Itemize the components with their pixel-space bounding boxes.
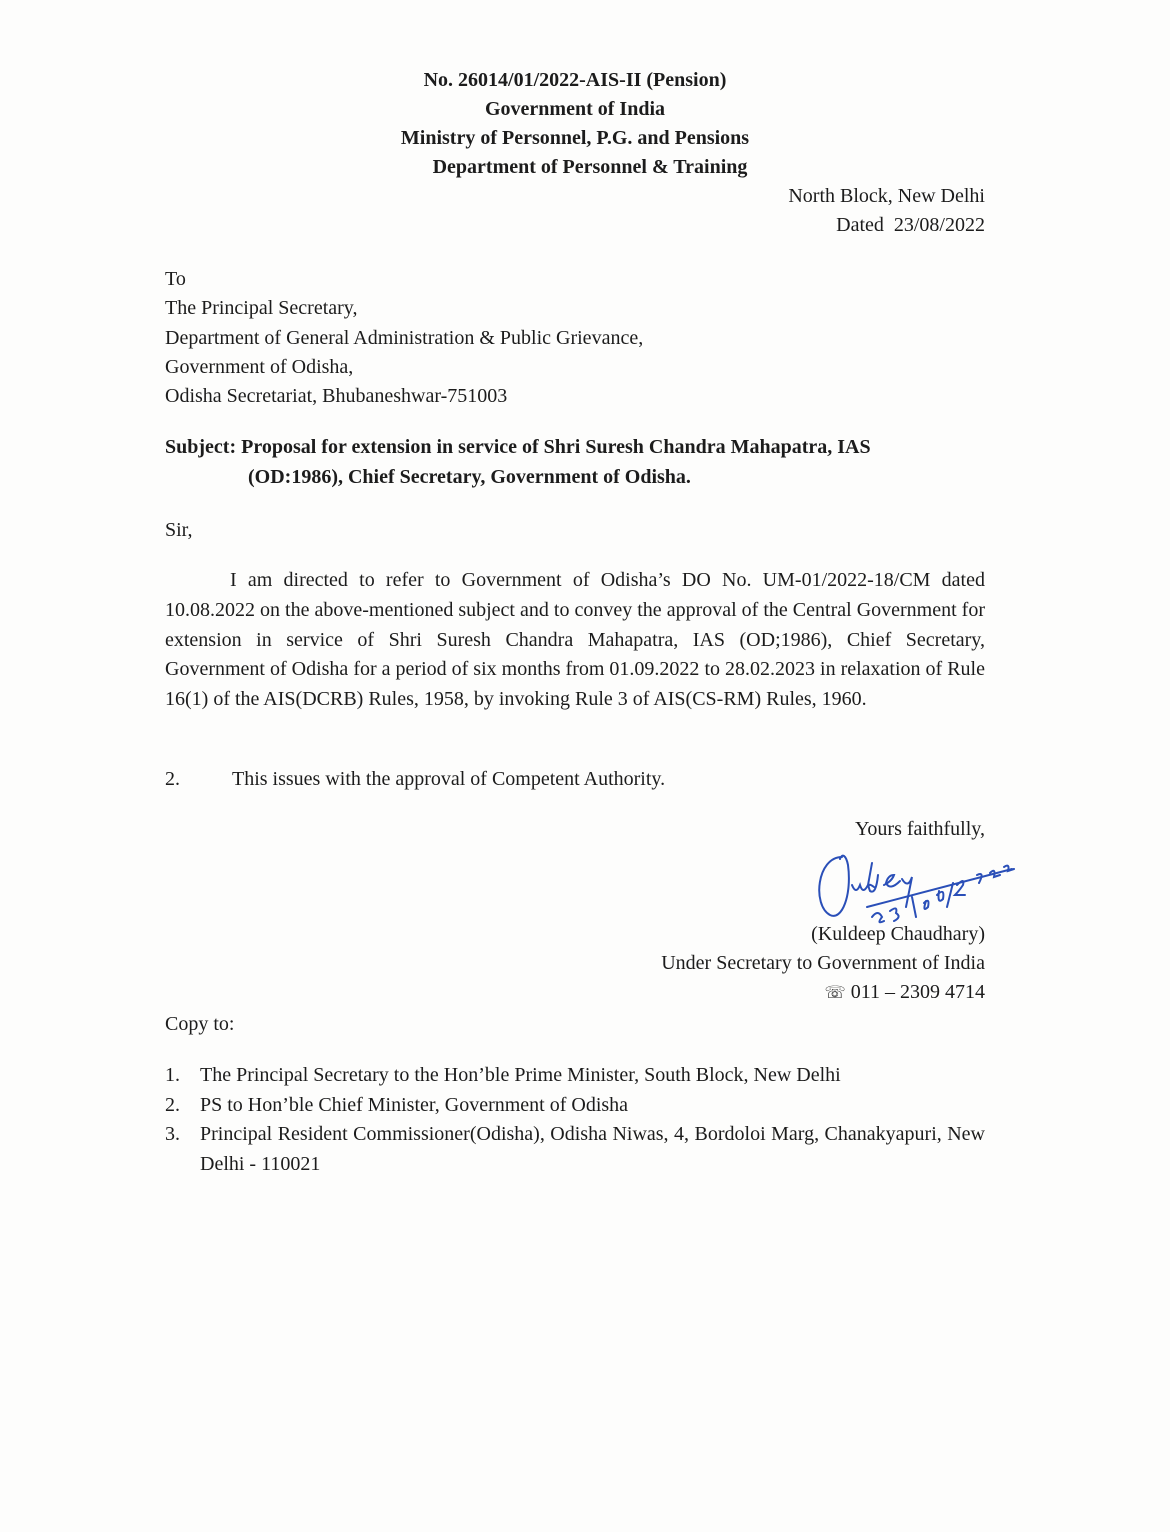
date: Dated 23/08/2022 (836, 214, 985, 236)
salutation: Sir, (165, 519, 193, 541)
file-number: No. 26014/01/2022-AIS-II (Pension) (423, 69, 727, 91)
item-number: 2. (165, 1093, 180, 1116)
address-line: Department of General Administration & Public Grievance, (165, 327, 644, 349)
item-text: Principal Resident Commissioner(Odisha), Odisha Niwas, 4, Bordoloi Marg, Chanakyapuri, New Delhi - 110021 (200, 1123, 985, 1175)
subject-line: Subject: Proposal for extension in service of Shri Suresh Chandra Mahapatra, IAS (165, 436, 871, 458)
copy-list (165, 1061, 985, 1179)
ministry-name: Ministry of Personnel, P.G. and Pensions (400, 127, 750, 149)
address-line: Government of Odisha, (165, 356, 354, 378)
body-paragraph: I am directed to refer to Government of Odisha’s DO No. UM-01/2022-18/CM dated 10.08.2022 on the above-mentioned subject and to convey the approval of the Central Government for extension in service of Shri Suresh Chandra Mahapatra, IAS (OD;1986), Chief Secretary, Government of Odisha for a period of six months from 01.09.2022 to 28.02.2023 in relaxation of Rule 16(1) of the AIS(DCRB) Rules, 1958, by invoking Rule 3 of AIS(CS-RM) Rules, 1960. (165, 569, 985, 711)
signatory-name: (Kuldeep Chaudhary) (811, 923, 985, 945)
place: North Block, New Delhi (788, 185, 985, 207)
copy-item (165, 1061, 985, 1091)
copy-item (165, 1091, 985, 1121)
body-paragraph: This issues with the approval of Competent Authority. (232, 768, 666, 790)
address-line: Odisha Secretariat, Bhubaneshwar-751003 (165, 385, 508, 407)
phone-number: 011 – 2309 4714 (850, 981, 985, 1003)
signature (812, 845, 1032, 925)
department-name: Department of Personnel & Training (432, 156, 748, 178)
copy-to-label: Copy to: (165, 1013, 235, 1035)
item-number: 3. (165, 1123, 180, 1145)
copy-item (165, 1120, 985, 1179)
phone-line (824, 978, 985, 1008)
item-text: The Principal Secretary to the Hon’ble Prime Minister, South Block, New Delhi (200, 1064, 841, 1086)
address-line: The Principal Secretary, (165, 297, 358, 319)
telephone-icon: ☏ (824, 983, 846, 1003)
government-name: Government of India (485, 98, 665, 120)
paragraph-number: 2. (165, 768, 180, 790)
closing: Yours faithfully, (854, 818, 985, 840)
item-text: PS to Hon’ble Chief Minister, Government of Odisha (200, 1093, 629, 1116)
to-label: To (165, 268, 186, 290)
item-number: 1. (165, 1064, 180, 1086)
signatory-designation: Under Secretary to Government of India (661, 952, 985, 974)
subject-line: (OD:1986), Chief Secretary, Government of Odisha. (248, 466, 691, 488)
